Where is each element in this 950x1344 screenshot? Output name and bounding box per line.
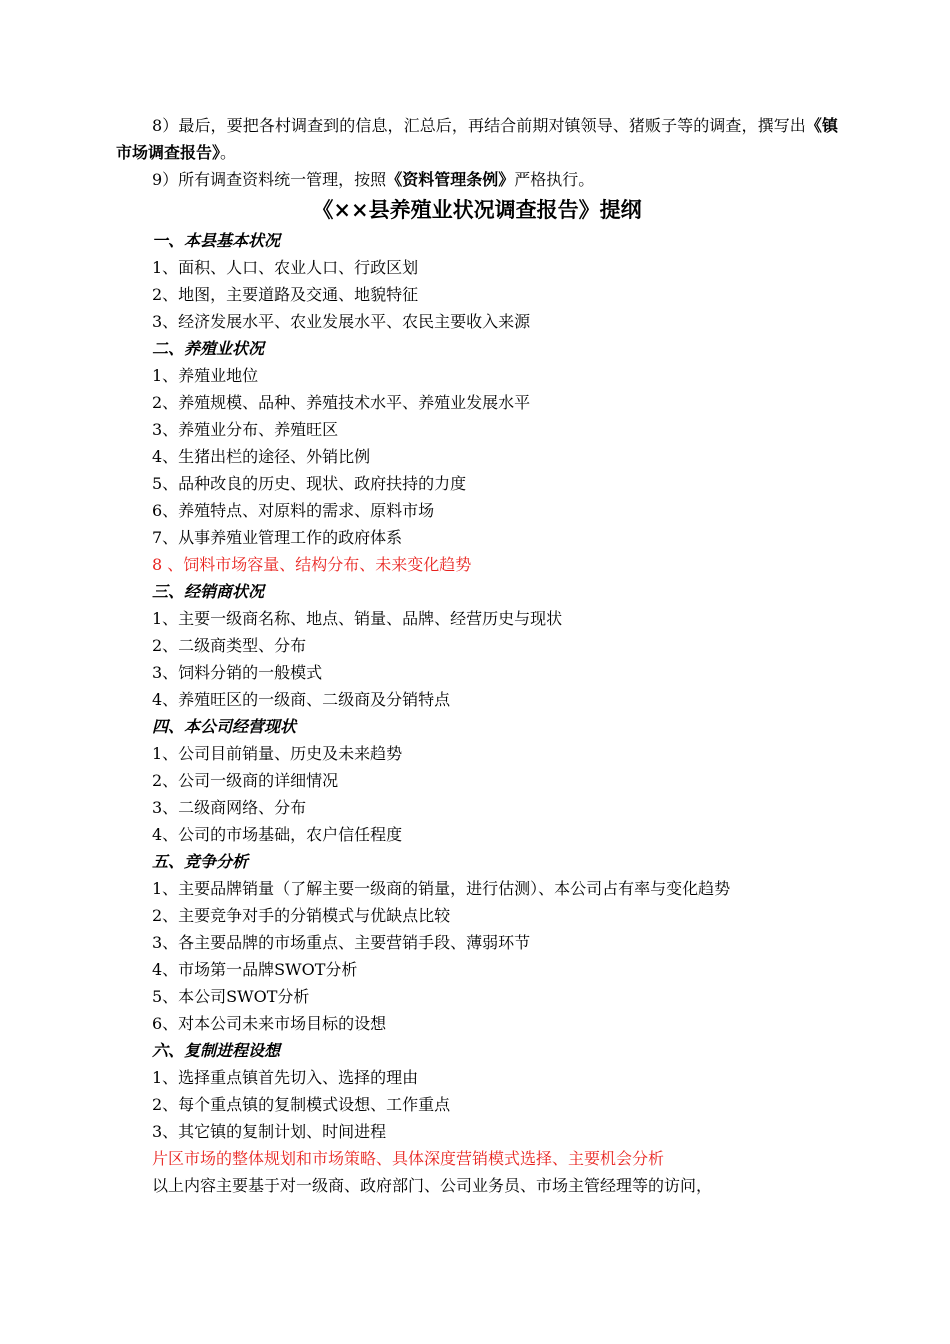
list-item: 3、其它镇的复制计划、时间进程	[152, 1122, 387, 1141]
data-management-rules-title: 《资料管理条例》	[386, 170, 515, 189]
list-item: 3、二级商网络、分布	[152, 798, 307, 817]
section-heading: 一、本县基本状况	[152, 231, 281, 250]
list-item: 7、从事养殖业管理工作的政府体系	[152, 528, 403, 547]
list-item: 1、养殖业地位	[152, 366, 259, 385]
list-item: 5、本公司SWOT分析	[152, 987, 310, 1006]
paragraph-step-9	[116, 166, 838, 193]
section-heading: 四、本公司经营现状	[152, 717, 297, 736]
list-item: 2、每个重点镇的复制模式设想、工作重点	[152, 1095, 451, 1114]
list-item: 3、养殖业分布、养殖旺区	[152, 420, 339, 439]
section-heading: 五、竞争分析	[152, 852, 249, 871]
section-heading: 三、经销商状况	[152, 582, 265, 601]
section-heading: 六、复制进程设想	[152, 1041, 281, 1060]
step-8-text: 8）最后，要把各村调查到的信息，汇总后，再结合前期对镇领导、猪贩子等的调查，撰写出	[152, 116, 806, 135]
list-item: 2、公司一级商的详细情况	[152, 771, 339, 790]
list-item: 3、各主要品牌的市场重点、主要营销手段、薄弱环节	[152, 933, 531, 952]
list-item: 1、面积、人口、农业人口、行政区划	[152, 258, 419, 277]
highlighted-summary-line: 片区市场的整体规划和市场策略、具体深度营销模式选择、主要机会分析	[152, 1149, 665, 1168]
list-item: 4、公司的市场基础，农户信任程度	[152, 825, 403, 844]
list-item: 6、养殖特点、对原料的需求、原料市场	[152, 501, 435, 520]
list-item: 1、选择重点镇首先切入、选择的理由	[152, 1068, 419, 1087]
town-report-title: 《镇市场调查报告》	[116, 116, 838, 162]
list-item: 3、饲料分销的一般模式	[152, 663, 323, 682]
list-item: 2、养殖规模、品种、养殖技术水平、养殖业发展水平	[152, 393, 531, 412]
outline-title: 《××县养殖业状况调查报告》提纲	[312, 197, 642, 222]
paragraph-step-8	[116, 112, 838, 166]
list-item: 4、生猪出栏的途径、外销比例	[152, 447, 371, 466]
list-item: 2、二级商类型、分布	[152, 636, 307, 655]
list-item: 1、主要品牌销量（了解主要一级商的销量，进行估测）、本公司占有率与变化趋势	[152, 879, 731, 898]
list-item: 1、公司目前销量、历史及未来趋势	[152, 744, 403, 763]
list-item: 6、对本公司未来市场目标的设想	[152, 1014, 387, 1033]
list-item: 3、经济发展水平、农业发展水平、农民主要收入来源	[152, 312, 531, 331]
list-item: 2、地图，主要道路及交通、地貌特征	[152, 285, 419, 304]
list-item: 1、主要一级商名称、地点、销量、品牌、经营历史与现状	[152, 609, 563, 628]
document-body	[116, 112, 838, 1199]
highlighted-list-item: 8 、饲料市场容量、结构分布、未来变化趋势	[152, 555, 472, 574]
list-item: 4、养殖旺区的一级商、二级商及分销特点	[152, 690, 451, 709]
list-item: 5、品种改良的历史、现状、政府扶持的力度	[152, 474, 467, 493]
list-item: 4、市场第一品牌SWOT分析	[152, 960, 358, 979]
step-8-end: 。	[220, 143, 237, 162]
step-9-text: 9）所有调查资料统一管理，按照	[152, 170, 387, 189]
section-heading: 二、养殖业状况	[152, 339, 265, 358]
step-9-end: 严格执行。	[514, 170, 595, 189]
list-item: 2、主要竞争对手的分销模式与优缺点比较	[152, 906, 451, 925]
closing-paragraph: 以上内容主要基于对一级商、政府部门、公司业务员、市场主管经理等的访问，	[152, 1176, 713, 1195]
